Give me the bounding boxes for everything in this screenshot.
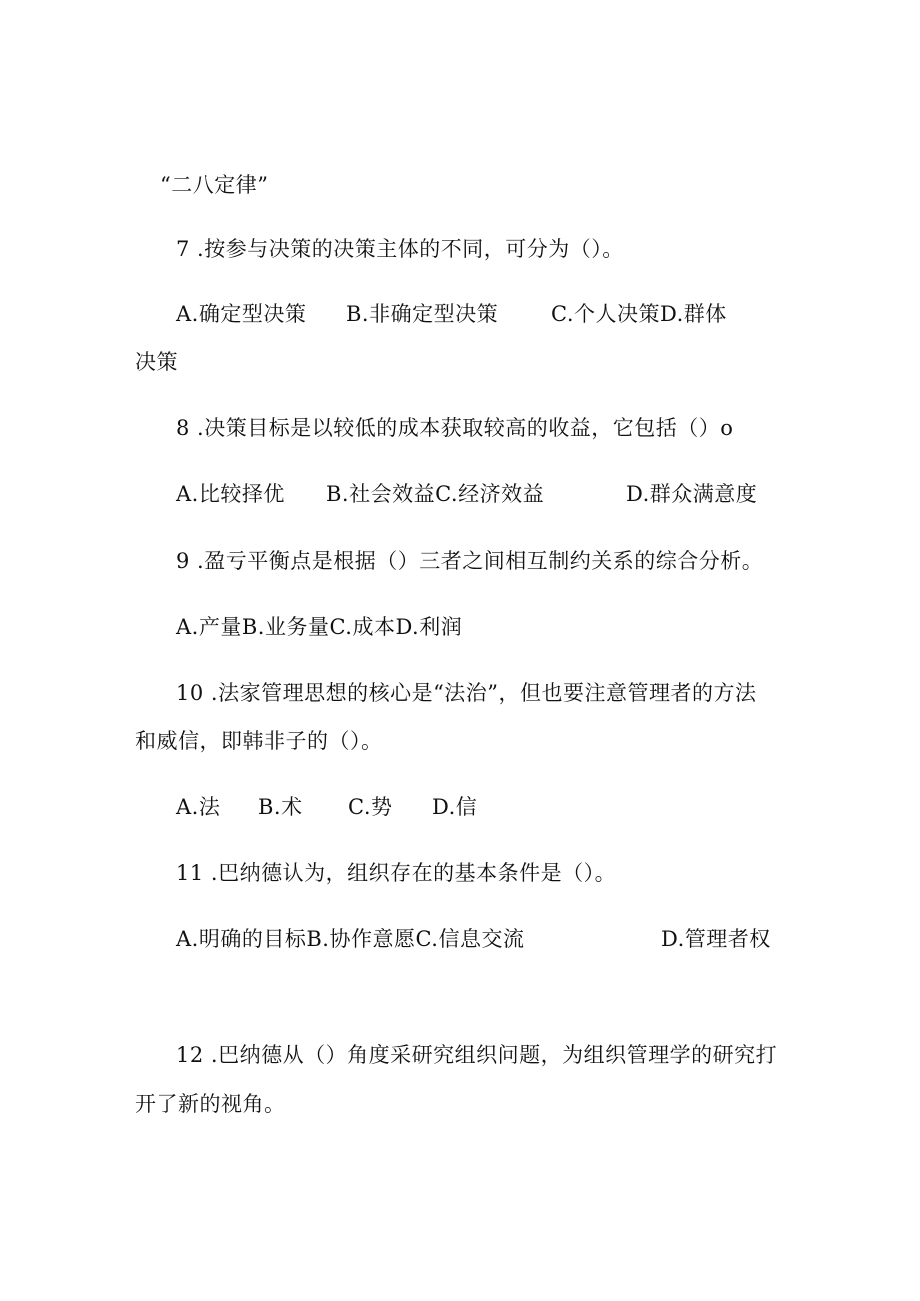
question-7-stem: 7 .按参与决策的决策主体的不同，可分为（）。 <box>176 237 624 261</box>
question-7-option-c-d: C.个人决策D.群体 <box>551 302 727 326</box>
question-8-option-b-c: B.社会效益C.经济效益 <box>326 482 545 506</box>
question-10-option-a: A.法 <box>176 795 221 819</box>
question-12-stem-cont: 开了新的视角。 <box>135 1092 286 1116</box>
question-8-option-d: D.群众满意度 <box>626 482 758 506</box>
question-8-stem: 8 .决策目标是以较低的成本获取较高的收益，它包括（）o <box>176 416 734 440</box>
question-7-option-wrap: 决策 <box>135 350 178 374</box>
question-10-stem-cont: 和威信，即韩非子的（）。 <box>135 729 383 753</box>
question-11-option-d: D.管理者权 <box>661 927 771 951</box>
question-10-stem: 10 .法家管理思想的核心是“法治”，但也要注意管理者的方法 <box>176 681 757 705</box>
question-12-stem: 12 .巴纳德从（）角度采研究组织问题，为组织管理学的研究打 <box>176 1043 778 1067</box>
question-10-option-c: C.势 <box>348 795 393 819</box>
heading-text: “二八定律” <box>160 173 269 197</box>
question-11-option-a-b-c: A.明确的目标B.协作意愿C.信息交流 <box>176 927 525 951</box>
question-10-option-d: D.信 <box>432 795 478 819</box>
question-9-options: A.产量B.业务量C.成本D.利润 <box>176 615 463 639</box>
question-8-option-a: A.比较择优 <box>176 482 285 506</box>
question-11-stem: 11 .巴纳德认为，组织存在的基本条件是（）。 <box>176 861 617 885</box>
question-7-option-b: B.非确定型决策 <box>346 302 499 326</box>
question-9-stem: 9 .盈亏平衡点是根据（）三者之间相互制约关系的综合分析。 <box>176 549 764 573</box>
question-7-option-a: A.确定型决策 <box>176 302 307 326</box>
question-10-option-b: B.术 <box>258 795 303 819</box>
